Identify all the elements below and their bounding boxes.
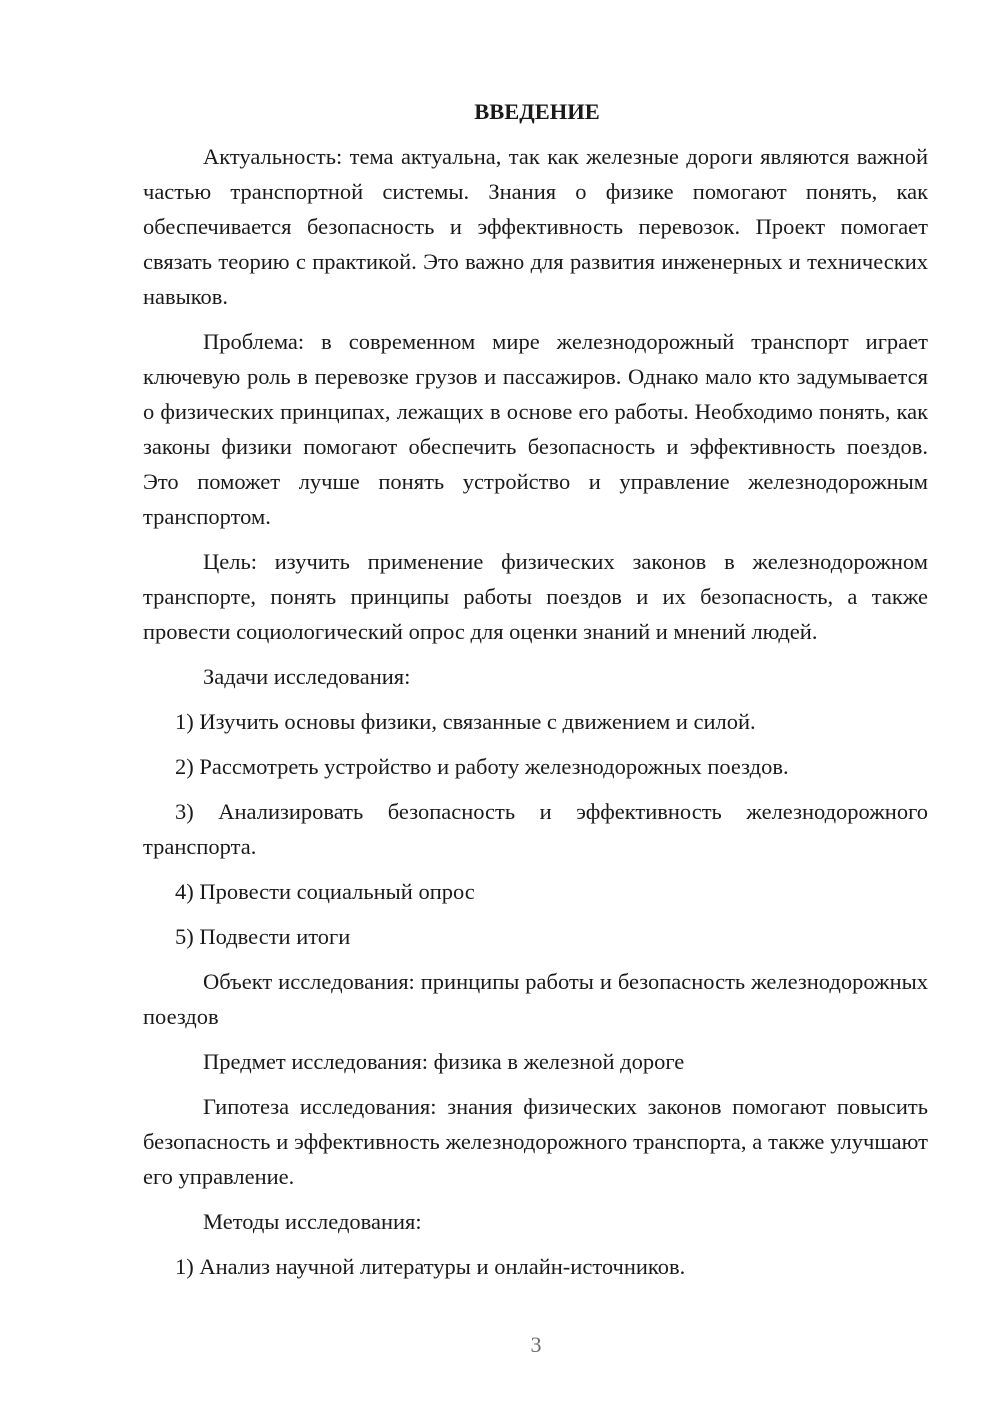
task-item: 1) Изучить основы физики, связанные с движением и силой. [175,709,756,734]
goal-paragraph: Цель: изучить применение физических законов в железнодорожном транспорте, понять принципы работы поездов и их безопасность, а также провести социологический опрос для оценки знаний и мнений людей. [143,549,928,644]
problem-paragraph: Проблема: в современном мире железнодорожный транспорт играет ключевую роль в перевозке грузов и пассажиров. Однако мало кто задумывается о физических принципах, лежащих в основе его работы. Необходимо понять, как законы физики помогают обеспечить безопасность и эффективность поездов. Это поможет лучше понять устройство и управление железнодорожным транспортом. [143,329,928,529]
page-number: 3 [530,1332,542,1357]
task-item: 3) Анализировать безопасность и эффективность железнодорожного транспорта. [143,799,928,859]
object-paragraph: Объект исследования: принципы работы и безопасность железнодорожных поездов [143,969,928,1029]
task-item: 4) Провести социальный опрос [175,879,475,904]
methods-heading: Методы исследования: [203,1209,422,1234]
hypothesis-paragraph: Гипотеза исследования: знания физических законов помогают повысить безопасность и эффективность железнодорожного транспорта, а также улучшают его управление. [143,1094,928,1189]
task-item: 5) Подвести итоги [175,924,351,949]
method-item: 1) Анализ научной литературы и онлайн-источников. [175,1254,686,1279]
subject-paragraph: Предмет исследования: физика в железной дороге [203,1049,685,1074]
section-title: ВВЕДЕНИЕ [474,99,600,124]
relevance-paragraph: Актуальность: тема актуальна, так как железные дороги являются важной частью транспортной системы. Знания о физике помогают понять, как обеспечивается безопасность и эффективность перевозок. Проект помогает связать теорию с практикой. Это важно для развития инженерных и технических навыков. [143,144,928,309]
task-item: 2) Рассмотреть устройство и работу железнодорожных поездов. [175,754,789,779]
page-body [143,94,928,1294]
tasks-heading: Задачи исследования: [203,664,411,689]
